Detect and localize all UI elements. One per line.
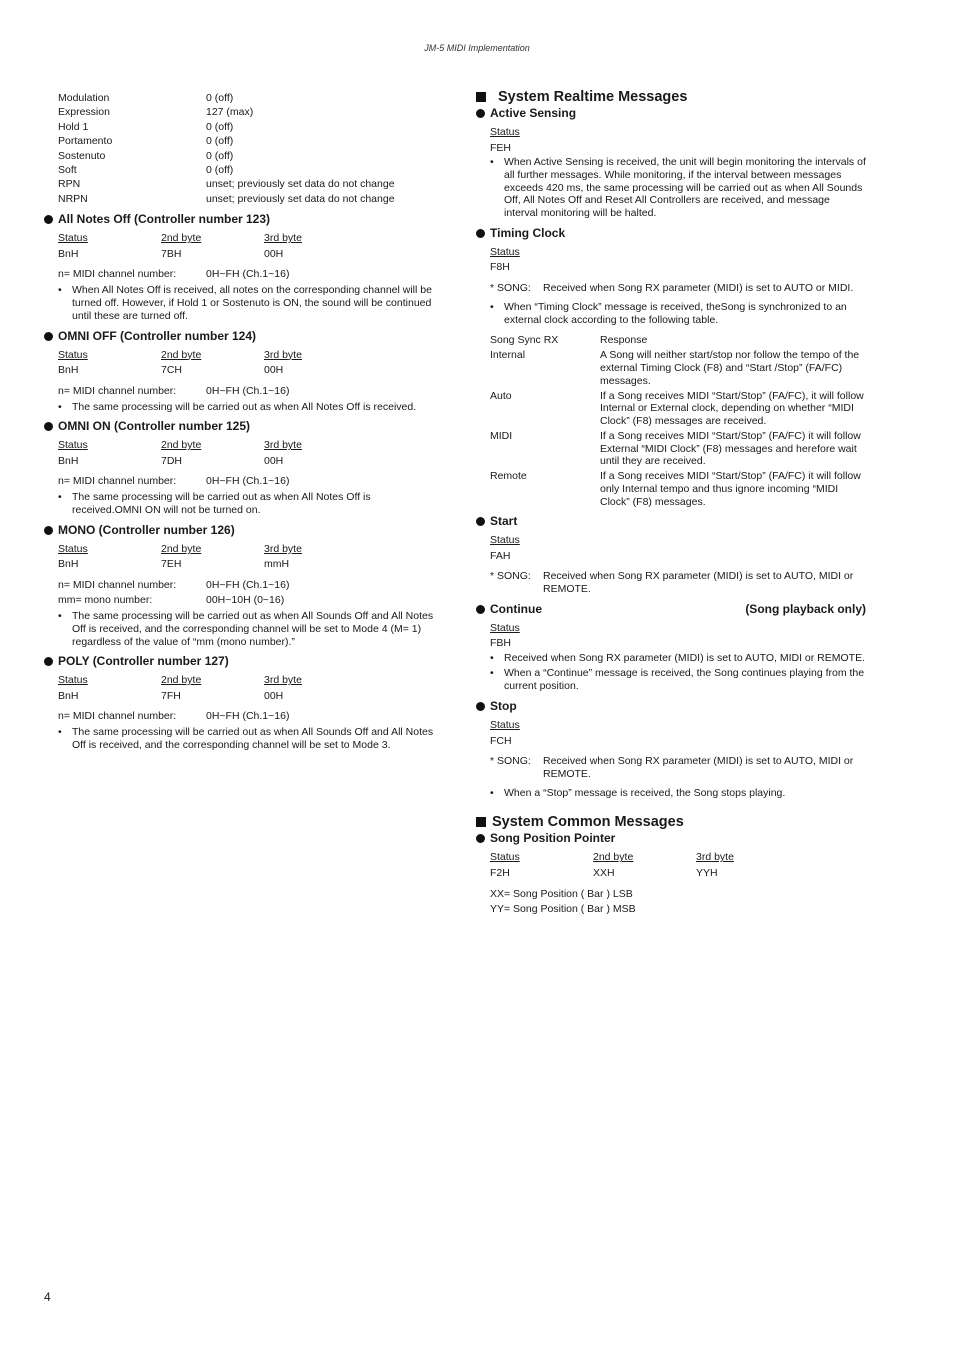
byte-values: [58, 247, 439, 263]
section-heading: Song Position Pointer: [476, 831, 866, 846]
bullet-dot-icon: [44, 526, 53, 535]
bullet-note: • Received when Song RX parameter (MIDI) is set to AUTO, MIDI or REMOTE.: [490, 651, 865, 664]
omni-off-section: [44, 329, 439, 414]
bullet-dot-icon: [44, 422, 53, 431]
bullet-note: • The same processing will be carried out as when All Notes Off is received.OMNI ON will not be turned on.: [58, 491, 371, 517]
param-value: 127 (max): [206, 106, 254, 119]
timing-clock-section: Timing Clock Status F8H * SONG: Received when Song RX parameter (MIDI) is set to AUTO or MIDI. • When “Timing Clock” message is received, theSong is synchronized to an external clock according to the following table. Song Sync RX Response Internal A Song will neither start/stop nor follow the tempo of the external Timing Clock (F8) and “Start /Stop” (FA/FC) messages. Auto If a Song receives MIDI “Start/Stop” (FA/FC), it will follow Internal or External clock, depending on whether “MIDI Clock” (F8) messages are received. MIDI If a Song receives MIDI “Start/Stop” (FA/FC) it will follow External “MIDI Clock” (F8) messages and herefore wait until they are received. Remote If a Song receives MIDI “Start/Stop” (FA/FC) it will follow only Internal tempo and thus ignore incoming “MIDI Clock” (F8) messages.: [476, 226, 866, 508]
bullet-note: • The same processing will be carried out as when All Notes Off is received.: [58, 400, 417, 413]
omni-on-section: [44, 419, 439, 517]
param-value: unset; previously set data do not change: [206, 178, 395, 191]
song-note: * SONG: Received when Song RX parameter (MIDI) is set to AUTO or MIDI.: [490, 281, 854, 294]
table-row: Remote If a Song receives MIDI “Start/Stop” (FA/FC) it will follow only Internal tempo and thus ignore incoming “MIDI Clock” (F8) messages.: [490, 470, 861, 508]
param-name: Portamento: [58, 135, 113, 148]
active-sensing-section: [476, 106, 866, 220]
start-section: Start Status FAH * SONG: Received when Song RX parameter (MIDI) is set to AUTO, MIDI or REMOTE.: [476, 514, 866, 596]
bullet-note: • The same processing will be carried out as when All Sounds Off and All Notes Off is received, and the corresponding channel will be set to Mode 3.: [58, 726, 434, 752]
param-value: 0 (off): [206, 163, 234, 176]
yy-definition: YY= Song Position ( Bar ) MSB: [490, 903, 636, 916]
status-label: Status: [490, 126, 520, 138]
section-heading: [44, 329, 439, 344]
param-name: RPN: [58, 178, 81, 191]
param-name: Modulation: [58, 92, 110, 104]
bullet-note: • When “Timing Clock” message is received, theSong is synchronized to an external clock according to the following table.: [490, 300, 847, 326]
page-number: 4: [44, 1290, 51, 1304]
square-bullet-icon: [476, 92, 486, 102]
bullet-dot-icon: [44, 215, 53, 224]
channel-number-def: n= MIDI channel number: 0H~FH (Ch.1~16): [58, 384, 290, 397]
byte-values: BnH 7EH mmH: [58, 558, 290, 571]
continue-section: Continue (Song playback only) Status FBH • Received when Song RX parameter (MIDI) is set to AUTO, MIDI or REMOTE. • When a “Continue” message is received, the Song continues playing from the current position.: [476, 602, 866, 693]
param-name: Hold 1: [58, 120, 89, 133]
bullet-note: • When a “Continue” message is received, the Song continues playing from the current position.: [490, 667, 865, 693]
song-note: * SONG: Received when Song RX parameter (MIDI) is set to AUTO, MIDI or REMOTE.: [490, 755, 854, 780]
system-realtime-heading: System Realtime Messages: [476, 88, 866, 106]
bullet-dot-icon: [476, 605, 485, 614]
section-heading: Active Sensing: [476, 106, 866, 121]
param-name: Sostenuto: [58, 149, 106, 162]
bullet-dot-icon: [476, 229, 485, 238]
column-headers: Status 2nd byte 3rd byte: [58, 348, 302, 361]
table-header: Song Sync RX Response: [490, 334, 648, 347]
section-title: All Notes Off (Controller number 123): [58, 212, 271, 227]
param-value: 0 (off): [206, 149, 234, 162]
section-heading: [44, 523, 439, 538]
list-item: [44, 177, 439, 191]
square-bullet-icon: [476, 817, 486, 827]
list-item: [44, 105, 439, 119]
song-position-pointer-section: [476, 831, 866, 917]
byte-values: BnH 7CH 00H: [58, 364, 284, 377]
channel-number-def: n= MIDI channel number: 0H~FH (Ch.1~16): [58, 475, 290, 488]
section-heading: [44, 654, 439, 669]
page-header: JM-5 MIDI Implementation: [424, 43, 530, 53]
list-item: [44, 134, 439, 148]
system-common-heading: System Common Messages: [476, 813, 866, 831]
section-heading: Start: [476, 514, 866, 529]
table-row: Auto If a Song receives MIDI “Start/Stop” (FA/FC), it will follow Internal or External clock, depending on whether “MIDI Clock” (F8) messages are received.: [490, 389, 864, 427]
byte-values: BnH 7DH 00H: [58, 454, 284, 467]
bullet-dot-icon: [44, 332, 53, 341]
xx-definition: XX= Song Position ( Bar ) LSB: [490, 888, 633, 901]
byte-values: BnH 7FH 00H: [58, 689, 284, 702]
table-row: MIDI If a Song receives MIDI “Start/Stop” (FA/FC) it will follow External “MIDI Clock” (F8) messages and herefore wait until they are received.: [490, 430, 861, 468]
section-heading: [44, 419, 439, 434]
list-item: [44, 192, 439, 206]
stop-section: Stop Status FCH * SONG: Received when Song RX parameter (MIDI) is set to AUTO, MIDI or REMOTE. • When a “Stop” message is received, the Song stops playing.: [476, 699, 866, 799]
param-value: 0 (off): [206, 120, 234, 133]
section-aside: (Song playback only): [745, 601, 866, 616]
section-title: POLY (Controller number 127): [58, 654, 229, 669]
all-notes-off-section: [44, 212, 439, 322]
param-name: Expression: [58, 106, 110, 119]
section-title: OMNI ON (Controller number 125): [58, 419, 251, 434]
bullet-note: • When a “Stop” message is received, the Song stops playing.: [490, 786, 786, 799]
section-title: MONO (Controller number 126): [58, 522, 235, 537]
left-column: [44, 91, 439, 756]
param-value: 0 (off): [206, 92, 234, 104]
list-item: [44, 120, 439, 134]
section-heading: [44, 212, 439, 227]
channel-number-def: n= MIDI channel number: 0H~FH (Ch.1~16): [58, 578, 290, 591]
param-name: NRPN: [58, 192, 88, 205]
controller-defaults-list: [44, 91, 439, 206]
param-name: Soft: [58, 163, 77, 176]
2nd-byte-header: 2nd byte: [161, 232, 202, 245]
section-heading: Continue (Song playback only): [476, 602, 866, 617]
3rd-byte-value: 00H: [264, 247, 284, 260]
status-header: Status: [58, 232, 88, 245]
bullet-dot-icon: [476, 517, 485, 526]
section-heading: Timing Clock: [476, 226, 866, 241]
column-headers: Status 2nd byte 3rd byte: [58, 542, 302, 555]
list-item: [44, 163, 439, 177]
3rd-byte-header: 3rd byte: [264, 232, 302, 245]
mono-section: [44, 523, 439, 648]
bullet-dot-icon: [476, 834, 485, 843]
bullet-note: • When All Notes Off is received, all notes on the corresponding channel will be turned off. However, if Hold 1 or Sostenuto is ON, the sound will be continued until these are turned off.: [58, 284, 432, 322]
status-value: BnH: [58, 247, 79, 260]
bullet-note: • When Active Sensing is received, the unit will begin monitoring the intervals of all further messages. While monitoring, if the interval between messages exceeds 420 ms, the same processing will be carried out as when All Sounds Off, All Notes Off and Reset All Controllers are received, and message interval monitoring will be halted.: [490, 156, 866, 220]
list-item: [44, 91, 439, 105]
param-value: 0 (off): [206, 135, 234, 148]
status-value: FEH: [490, 141, 511, 154]
section-heading: Stop: [476, 699, 866, 714]
right-column: [476, 88, 866, 921]
param-value: unset; previously set data do not change: [206, 192, 395, 205]
column-headers: Status 2nd byte 3rd byte: [58, 439, 302, 452]
bullet-dot-icon: [476, 109, 485, 118]
column-headers: [58, 231, 439, 247]
channel-number-def: n= MIDI channel number: 0H~FH (Ch.1~16): [58, 268, 290, 281]
bullet-note: • The same processing will be carried out as when All Sounds Off and All Notes Off is received, and the corresponding channel will be set to Mode 4 (M= 1) regardless of the value of “mm (mono number).”: [58, 609, 434, 648]
channel-number-def: n= MIDI channel number: 0H~FH (Ch.1~16): [58, 710, 290, 723]
bullet-dot-icon: [44, 657, 53, 666]
mono-number-def: mm= mono number: 00H~10H (0~16): [58, 593, 285, 606]
song-note: * SONG: Received when Song RX parameter (MIDI) is set to AUTO, MIDI or REMOTE.: [490, 570, 854, 595]
table-row: Internal A Song will neither start/stop nor follow the tempo of the external Timing Clock (F8) and “Start /Stop” (FA/FC) messages.: [490, 349, 860, 387]
bullet-dot-icon: [476, 702, 485, 711]
column-headers: Status 2nd byte 3rd byte: [58, 674, 302, 687]
song-sync-table: [490, 334, 866, 508]
poly-section: [44, 654, 439, 752]
section-title: OMNI OFF (Controller number 124): [58, 328, 257, 343]
column-headers: Status 2nd byte 3rd byte: [490, 851, 734, 864]
2nd-byte-value: 7BH: [161, 247, 182, 260]
list-item: [44, 149, 439, 163]
byte-values: F2H XXH YYH: [490, 866, 718, 879]
